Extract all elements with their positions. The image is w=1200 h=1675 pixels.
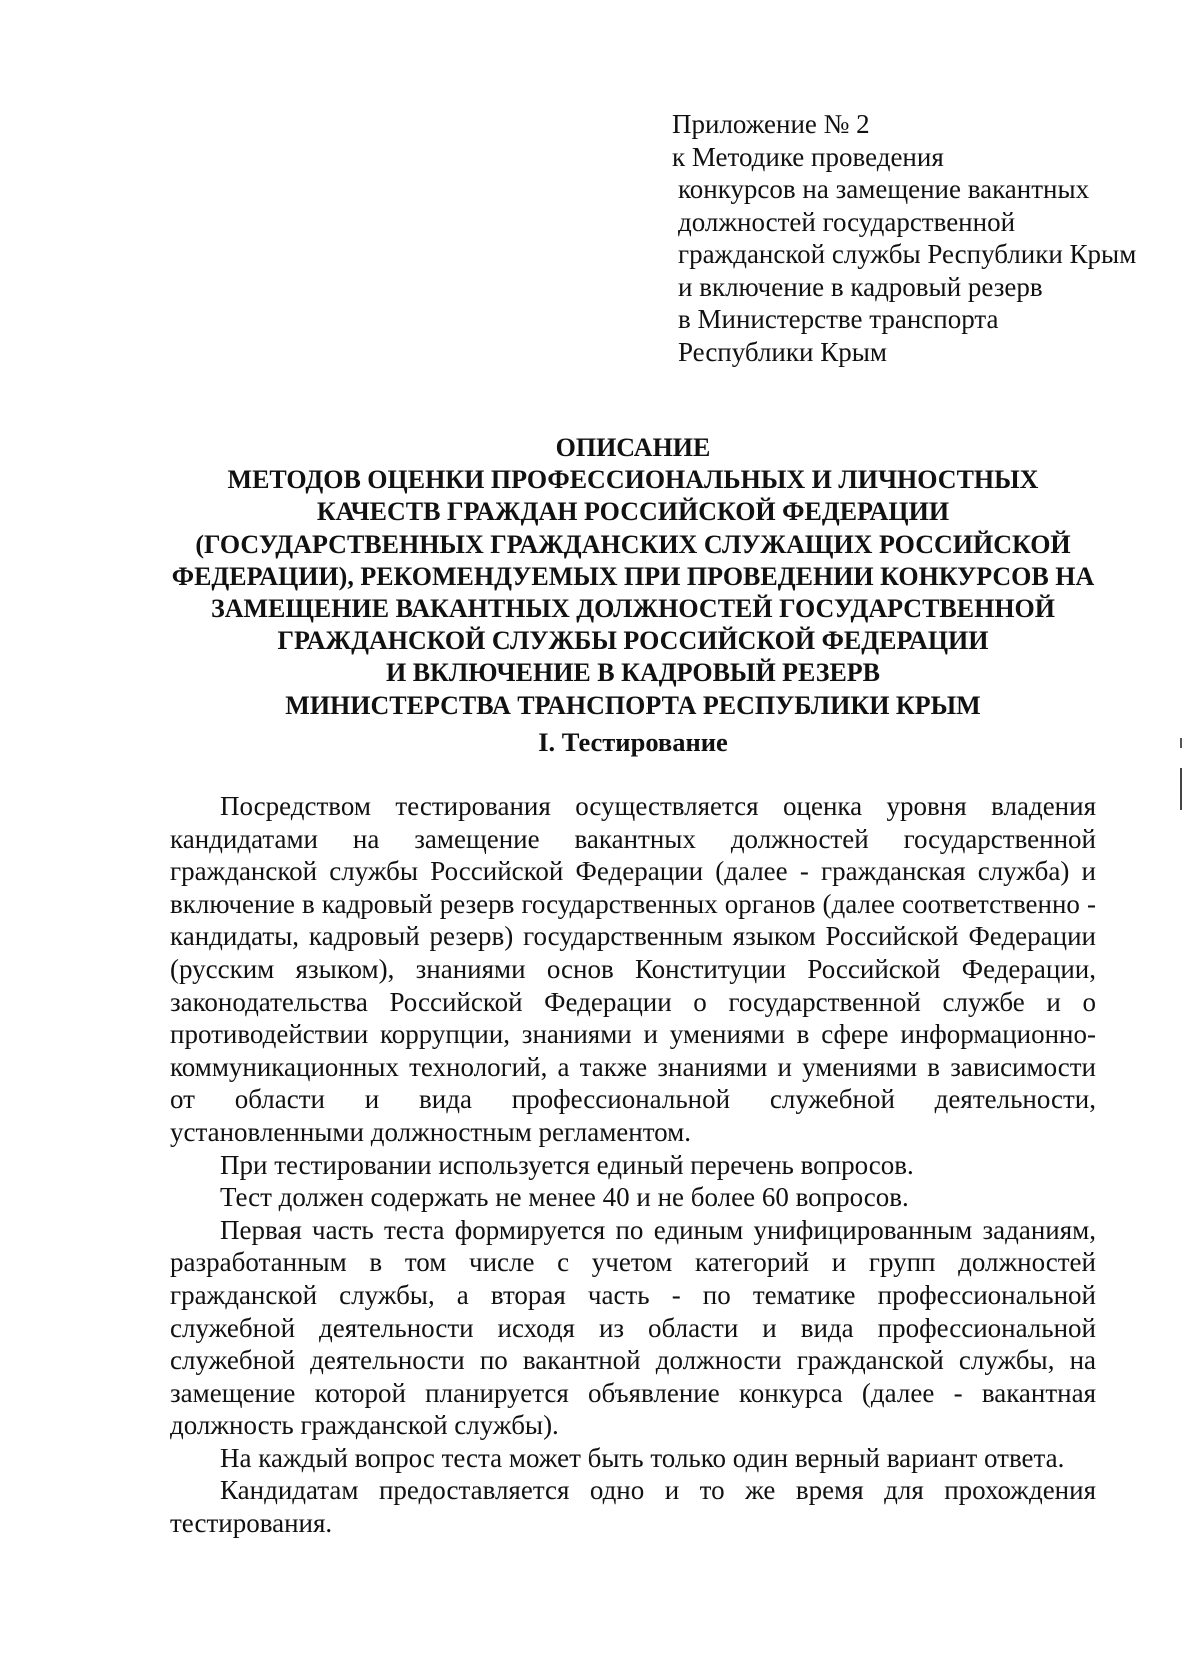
paragraph: Кандидатам предоставляется одно и то же время для прохождения тестирования. bbox=[170, 1475, 1096, 1539]
appendix-line: в Министерстве транспорта bbox=[678, 304, 999, 334]
paragraph: Тест должен содержать не менее 40 и не более 60 вопросов. bbox=[220, 1182, 909, 1213]
scan-margin-mark bbox=[1180, 738, 1182, 748]
scan-margin-mark bbox=[1180, 768, 1182, 810]
paragraph: На каждый вопрос теста может быть только один верный вариант ответа. bbox=[220, 1442, 1065, 1473]
title-line: ГРАЖДАНСКОЙ СЛУЖБЫ РОССИЙСКОЙ ФЕДЕРАЦИИ bbox=[277, 626, 989, 656]
appendix-line: Республики Крым bbox=[678, 336, 887, 367]
appendix-line: конкурсов на замещение вакантных bbox=[678, 174, 1090, 204]
section-heading: I. Тестирование bbox=[538, 727, 728, 757]
title-line: И ВКЛЮЧЕНИЕ В КАДРОВЫЙ РЕЗЕРВ bbox=[385, 658, 881, 688]
paragraph: Первая часть теста формируется по единым унифицированным заданиям, разработанным в том числе с учетом категорий и групп должностей гражданской службы, а вторая часть - по тематике профессиональной служебной деятельности исходя из области и вида профессиональной служебной деятельности по вакантной должности гражданской службы, на замещение которой планируется объявление конкурса (далее - вакантная должность гражданской службы). bbox=[170, 1214, 1096, 1441]
title-line: МИНИСТЕРСТВА ТРАНСПОРТА РЕСПУБЛИКИ КРЫМ bbox=[285, 690, 981, 720]
appendix-line: гражданской службы Республики Крым bbox=[678, 239, 1137, 269]
title-line: (ГОСУДАРСТВЕННЫХ ГРАЖДАНСКИХ СЛУЖАЩИХ РОССИЙСКОЙ bbox=[195, 529, 1071, 559]
appendix-line: к Методике проведения bbox=[672, 141, 944, 172]
appendix-line: и включение в кадровый резерв bbox=[678, 271, 1043, 302]
title-line: ФЕДЕРАЦИИ), РЕКОМЕНДУЕМЫХ ПРИ ПРОВЕДЕНИИ КОНКУРСОВ НА bbox=[171, 561, 1095, 591]
document-title bbox=[170, 432, 1096, 722]
paragraph: Посредством тестирования осуществляется оценка уровня владения кандидатами на замещение вакантных должностей государственной гражданской службы Российской Федерации (далее - гражданская служба) и включение в кадровый резерв государственных органов (далее соответственно - кандидаты, кадровый резерв) государственным языком Российской Федерации (русским языком), знаниями основ Конституции Российской Федерации, законодательства Российской Федерации о государственной службе и о противодействии коррупции, знаниями и умениями в сфере информационно-коммуникационных технологий, а также знаниями и умениями в зависимости от области и вида профессиональной служебной деятельности, установленными должностным регламентом. bbox=[170, 791, 1096, 1147]
appendix-line: должностей государственной bbox=[678, 206, 1016, 237]
title-line: КАЧЕСТВ ГРАЖДАН РОССИЙСКОЙ ФЕДЕРАЦИИ bbox=[316, 497, 950, 527]
paragraph: При тестировании используется единый перечень вопросов. bbox=[220, 1149, 914, 1180]
title-line: МЕТОДОВ ОЦЕНКИ ПРОФЕССИОНАЛЬНЫХ И ЛИЧНОСТНЫХ bbox=[227, 465, 1039, 495]
appendix-line: Приложение № 2 bbox=[672, 109, 870, 139]
section-body bbox=[170, 790, 1096, 1540]
appendix-block bbox=[672, 108, 1172, 368]
title-line: ОПИСАНИЕ bbox=[555, 433, 711, 462]
title-line: ЗАМЕЩЕНИЕ ВАКАНТНЫХ ДОЛЖНОСТЕЙ ГОСУДАРСТВЕННОЙ bbox=[211, 594, 1055, 624]
